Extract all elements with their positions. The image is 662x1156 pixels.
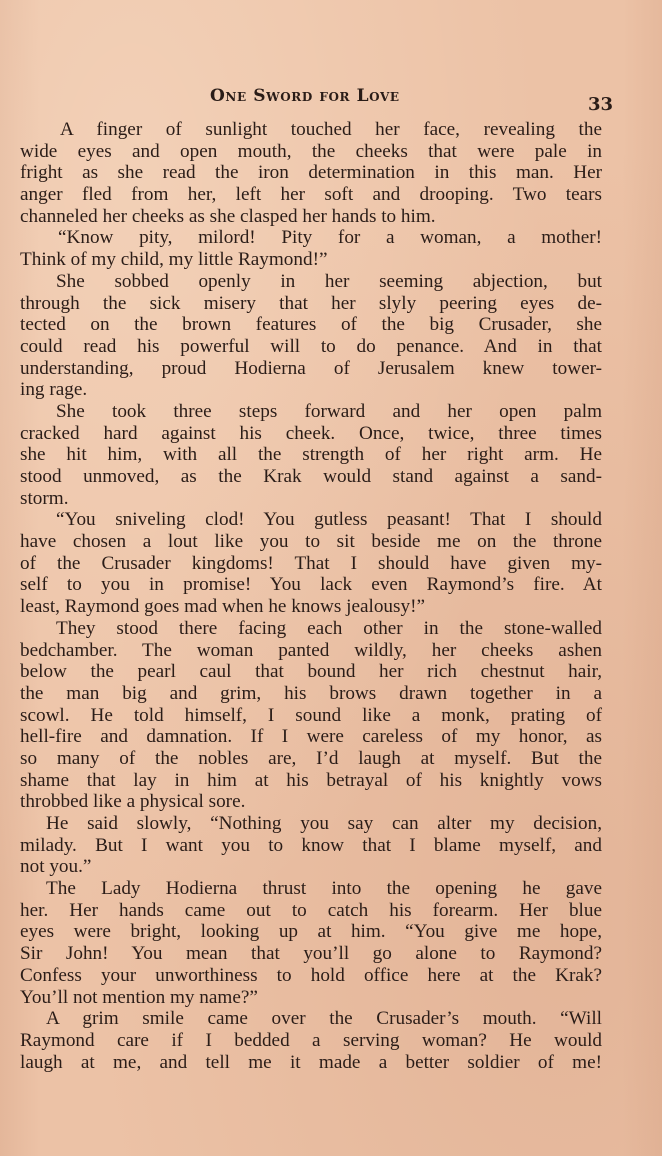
text-line: the man big and grim, his brows drawn together in a [20, 682, 602, 704]
text-line: have chosen a lout like you to sit beside me on the throne [20, 531, 602, 553]
text-line: They stood there facing each other in the stone-walled [56, 617, 602, 639]
body-text [20, 119, 602, 1073]
text-line: Raymond care if I bedded a serving woman? He would [20, 1029, 602, 1051]
running-title: One Sword for Love [210, 86, 400, 106]
text-line: self to you in promise! You lack even Raymond’s fire. At [20, 574, 602, 596]
text-line: anger fled from her, left her soft and drooping. Two tears [20, 184, 602, 206]
text-line: The Lady Hodierna thrust into the opening he gave [46, 878, 602, 900]
text-line: laugh at me, and tell me it made a better soldier of me! [20, 1051, 602, 1073]
text-line: fright as she read the iron determination in this man. Her [20, 162, 602, 184]
text-line: throbbed like a physical sore. [20, 791, 246, 813]
text-line: her. Her hands came out to catch his forearm. Her blue [20, 899, 602, 921]
text-line: she hit him, with all the strength of her right arm. He [20, 444, 602, 466]
text-line: scowl. He told himself, I sound like a monk, prating of [20, 704, 602, 726]
text-line: eyes were bright, looking up at him. “You give me hope, [20, 921, 602, 943]
text-line: understanding, proud Hodierna of Jerusalem knew tower- [20, 357, 602, 379]
text-line: shame that lay in him at his betrayal of his knightly vows [20, 769, 602, 791]
text-line: She sobbed openly in her seeming abjection, but [56, 270, 602, 292]
text-line: not you.” [20, 856, 92, 878]
text-line: of the Crusader kingdoms! That I should have given my- [20, 552, 602, 574]
text-line: You’ll not mention my name?” [20, 986, 258, 1008]
text-line: cracked hard against his cheek. Once, twice, three times [20, 422, 602, 444]
text-line: “Know pity, milord! Pity for a woman, a mother! [58, 227, 602, 249]
text-line: below the pearl caul that bound her rich chestnut hair, [20, 661, 602, 683]
text-line: A grim smile came over the Crusader’s mouth. “Will [46, 1008, 602, 1030]
text-line: He said slowly, “Nothing you say can alter my decision, [46, 813, 602, 834]
text-line: bedchamber. The woman panted wildly, her cheeks ashen [20, 639, 602, 661]
text-line: Think of my child, my little Raymond!” [20, 249, 328, 271]
text-line: so many of the nobles are, I’d laugh at myself. But the [20, 747, 602, 769]
text-line: stood unmoved, as the Krak would stand against a sand- [20, 466, 602, 487]
running-head [0, 86, 662, 115]
text-line: least, Raymond goes mad when he knows jealousy!” [20, 596, 425, 618]
text-line: Confess your unworthiness to hold office here at the Krak? [20, 964, 602, 986]
text-line: tected on the brown features of the big Crusader, she [20, 314, 602, 336]
text-line: “You sniveling clod! You gutless peasant! That I should [56, 509, 602, 531]
text-line: Sir John! You mean that you’ll go alone to Raymond? [20, 943, 602, 965]
text-line: ing rage. [20, 379, 88, 401]
text-line: channeled her cheeks as she clasped her hands to him. [20, 205, 436, 227]
text-line: wide eyes and open mouth, the cheeks that were pale in [20, 140, 602, 162]
text-line: milady. But I want you to know that I blame myself, and [20, 834, 602, 856]
text-line: She took three steps forward and her open palm [56, 400, 602, 422]
text-line: could read his powerful will to do penance. And in that [20, 335, 602, 357]
text-line: storm. [20, 487, 69, 509]
page-number: 33 [588, 94, 614, 115]
text-line: through the sick misery that her slyly peering eyes de- [20, 292, 602, 314]
text-line: hell-fire and damnation. If I were careless of my honor, as [20, 726, 602, 748]
text-line: A finger of sunlight touched her face, revealing the [60, 119, 602, 140]
